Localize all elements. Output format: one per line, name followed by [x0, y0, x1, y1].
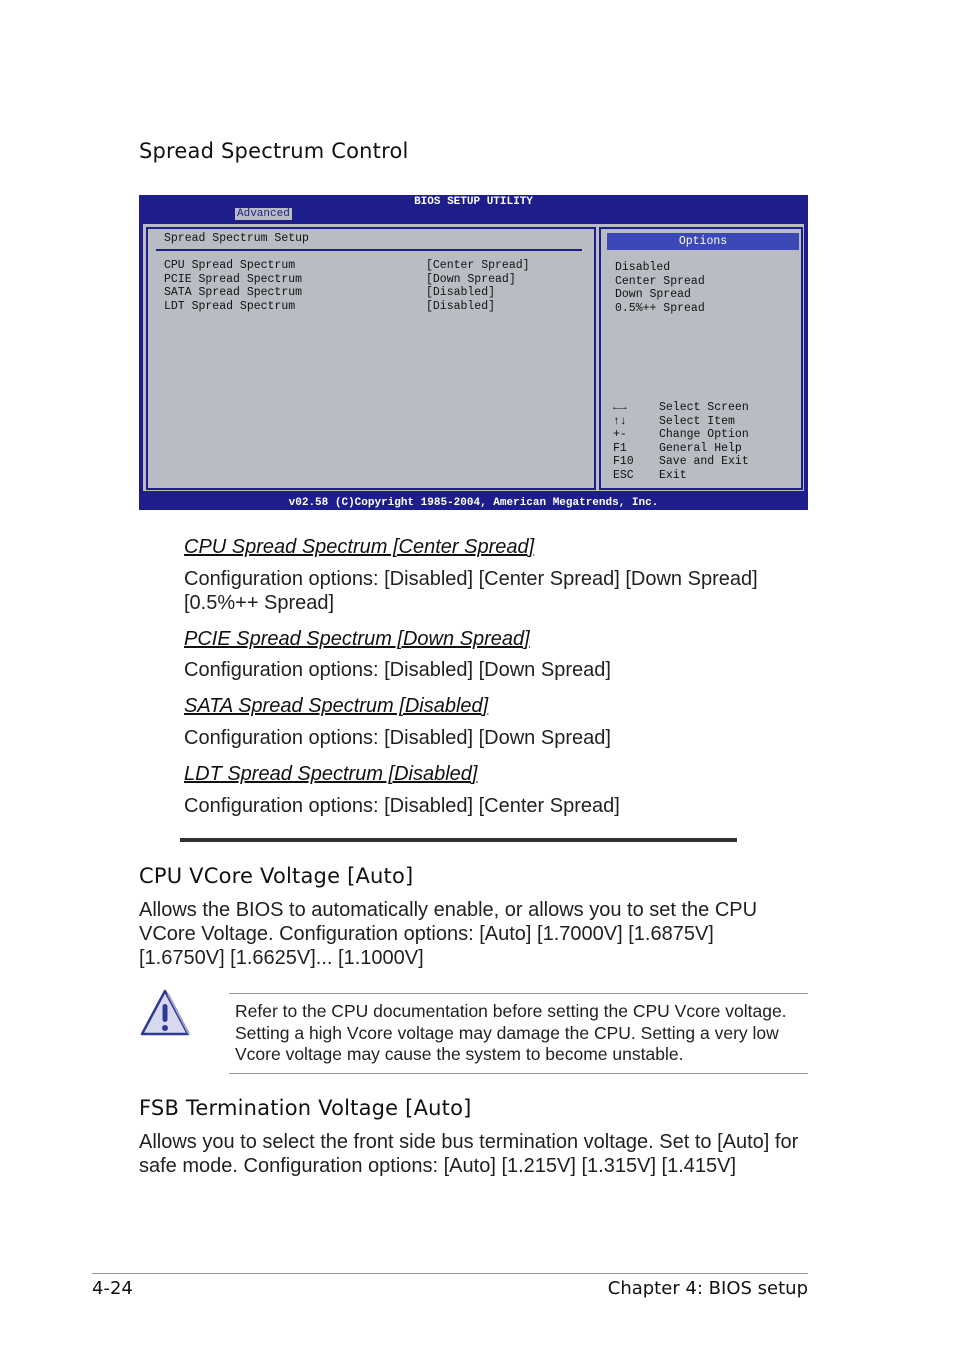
bios-item-label[interactable]: CPU Spread Spectrum [164, 259, 296, 272]
cpu-vcore-text: Allows the BIOS to automatically enable, or allows you to set the CPU VCore Voltage. Configuration options: [Auto] [1.7000V] [1.6875V] [1.6750V] [1.6625V]... [1.1000V] [139, 899, 758, 969]
bios-key: ESC [613, 468, 634, 482]
section-heading-spread-spectrum: Spread Spectrum Control [139, 139, 409, 163]
bios-item-value[interactable]: [Center Spread] [426, 259, 530, 272]
bios-panel-divider [156, 249, 582, 251]
note-bottom-rule [229, 1073, 808, 1074]
bios-key-action: Save and Exit [659, 455, 749, 468]
bios-key: ←→ [613, 401, 627, 414]
note-text: Refer to the CPU documentation before setting the CPU Vcore voltage. Setting a high Vcore voltage may damage the CPU. Setting a very low Vcore voltage may cause the system to become unstable. [235, 1001, 787, 1064]
bios-key-row [613, 428, 749, 442]
bios-options-header: Options [607, 233, 799, 250]
bios-panel-title: Spread Spectrum Setup [164, 232, 309, 245]
bios-item-label[interactable]: SATA Spread Spectrum [164, 286, 303, 299]
item-title-ldt-spread: LDT Spread Spectrum [Disabled] [184, 763, 478, 785]
chapter-title: Chapter 4: BIOS setup [607, 1278, 808, 1299]
bios-key: F10 [613, 455, 634, 468]
note-top-rule [229, 993, 808, 994]
item-text-cpu-spread: Configuration options: [Disabled] [Center Spread] [Down Spread] [0.5%++ Spread] [184, 568, 758, 614]
bios-option[interactable]: Disabled [615, 261, 671, 274]
footer-rule [92, 1273, 808, 1274]
bios-item-value[interactable]: [Down Spread] [426, 272, 516, 286]
bios-option[interactable]: Down Spread [615, 288, 691, 301]
bios-screenshot [139, 195, 808, 510]
section-divider [180, 838, 737, 842]
bios-key-action: Select Item [659, 414, 735, 428]
bios-key: +- [613, 428, 627, 441]
item-title-pcie-spread: PCIE Spread Spectrum [Down Spread] [184, 628, 530, 650]
item-text-sata-spread: Configuration options: [Disabled] [Down Spread] [184, 727, 611, 749]
fsb-termination-text: Allows you to select the front side bus termination voltage. Set to [Auto] for safe mode. Configuration options: [Auto] [1.215V] [1.315V] [1.415V] [139, 1131, 799, 1177]
item-text-ldt-spread: Configuration options: [Disabled] [Center Spread] [184, 795, 620, 817]
bios-footer: v02.58 (C)Copyright 1985-2004, American Megatrends, Inc. [288, 497, 659, 509]
item-title-cpu-spread: CPU Spread Spectrum [Center Spread] [184, 536, 535, 558]
bios-key-action: Change Option [659, 428, 749, 441]
bios-item-label[interactable]: PCIE Spread Spectrum [164, 272, 303, 286]
bios-tab-advanced[interactable]: Advanced [237, 208, 290, 220]
section-heading-fsb-termination: FSB Termination Voltage [Auto] [139, 1096, 472, 1120]
item-text-pcie-spread: Configuration options: [Disabled] [Down Spread] [184, 659, 611, 681]
bios-key-row [613, 469, 687, 483]
bios-item-value[interactable]: [Disabled] [426, 286, 496, 299]
bios-option[interactable]: Center Spread [615, 274, 705, 288]
bios-key-action: General Help [659, 441, 742, 455]
bios-key-row [613, 442, 742, 456]
warning-icon [139, 987, 191, 1039]
bios-item-value[interactable]: [Disabled] [426, 299, 496, 313]
bios-key-action: Select Screen [659, 401, 749, 414]
bios-key: F1 [613, 441, 627, 455]
bios-option[interactable]: 0.5%++ Spread [615, 301, 705, 315]
bios-title: BIOS SETUP UTILITY [414, 196, 533, 208]
bios-item-label[interactable]: LDT Spread Spectrum [164, 299, 296, 313]
bios-key-row [613, 455, 749, 469]
bios-key-row [613, 415, 735, 429]
section-heading-cpu-vcore: CPU VCore Voltage [Auto] [139, 864, 414, 888]
page-number: 4-24 [92, 1278, 133, 1299]
bios-key-row [613, 401, 749, 415]
item-title-sata-spread: SATA Spread Spectrum [Disabled] [184, 695, 489, 717]
bios-settings-panel [146, 227, 596, 490]
bios-body [143, 224, 804, 491]
bios-key-action: Exit [659, 468, 687, 482]
bios-key: ↑↓ [613, 414, 627, 428]
bios-help-panel [599, 227, 803, 490]
